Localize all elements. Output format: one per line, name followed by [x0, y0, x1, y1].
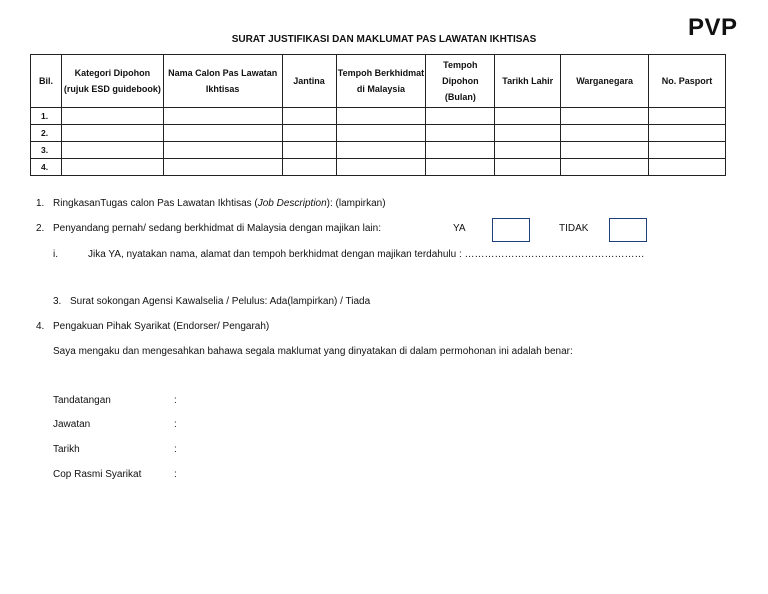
item-3-number: 3.	[53, 296, 62, 307]
row-number: 3.	[31, 142, 62, 159]
table-cell[interactable]	[649, 159, 726, 176]
table-cell[interactable]	[426, 159, 495, 176]
table-cell[interactable]	[336, 159, 426, 176]
table-cell[interactable]	[426, 125, 495, 142]
table-cell[interactable]	[649, 142, 726, 159]
item-2-number: 2.	[36, 223, 45, 234]
table-cell[interactable]	[163, 125, 282, 142]
item-4-text: Pengakuan Pihak Syarikat (Endorser/ Pengarah)	[53, 321, 270, 332]
item-2i-text: Jika YA, nyatakan nama, alamat dan tempoh berkhidmat dengan majikan terdahulu : ………………………………………………	[88, 249, 645, 260]
ya-label: YA	[453, 223, 466, 234]
table-row	[31, 142, 726, 159]
table-cell[interactable]	[495, 108, 561, 125]
table-cell[interactable]	[649, 108, 726, 125]
table-cell[interactable]	[561, 125, 649, 142]
col-header-kategori: Kategori Dipohon (rujuk ESD guidebook)	[61, 55, 163, 108]
row-number: 2.	[31, 125, 62, 142]
col-header-jantina: Jantina	[282, 55, 336, 108]
table-cell[interactable]	[282, 142, 336, 159]
field-colon: :	[174, 469, 177, 480]
table-cell[interactable]	[282, 159, 336, 176]
item-1-number: 1.	[36, 198, 45, 209]
row-number: 4.	[31, 159, 62, 176]
table-cell[interactable]	[495, 125, 561, 142]
field-label-tarikh: Tarikh	[53, 444, 80, 455]
ya-checkbox[interactable]	[492, 218, 530, 242]
table-row	[31, 108, 726, 125]
candidate-table	[30, 54, 726, 176]
item-1-prefix: RingkasanTugas calon Pas Lawatan Ikhtisas (	[53, 198, 258, 209]
item-2-text: Penyandang pernah/ sedang berkhidmat di Malaysia dengan majikan lain:	[53, 223, 381, 234]
item-2i-number: i.	[53, 249, 58, 260]
item-1-emphasis: Job Description	[257, 198, 327, 209]
declaration-text: Saya mengaku dan mengesahkan bahawa segala maklumat yang dinyatakan di dalam permohonan ini adalah benar:	[53, 346, 573, 357]
table-cell[interactable]	[61, 142, 163, 159]
field-label-jawatan: Jawatan	[53, 419, 91, 430]
table-cell[interactable]	[561, 159, 649, 176]
table-cell[interactable]	[426, 142, 495, 159]
col-header-tarikh-lahir: Tarikh Lahir	[495, 55, 561, 108]
field-colon: :	[174, 419, 177, 430]
table-cell[interactable]	[282, 108, 336, 125]
col-header-nama: Nama Calon Pas Lawatan Ikhtisas	[163, 55, 282, 108]
col-header-tempoh-dipohon: Tempoh Dipohon (Bulan)	[426, 55, 495, 108]
table-cell[interactable]	[282, 125, 336, 142]
table-header-row	[31, 55, 726, 108]
table-cell[interactable]	[561, 142, 649, 159]
field-colon: :	[174, 444, 177, 455]
col-header-tempoh-berkhidmat: Tempoh Berkhidmat di Malaysia	[336, 55, 426, 108]
table-row	[31, 125, 726, 142]
item-1-suffix: ): (lampirkan)	[326, 198, 386, 209]
col-header-bil: Bil.	[31, 55, 62, 108]
field-colon: :	[174, 395, 177, 406]
tidak-checkbox[interactable]	[609, 218, 647, 242]
table-cell[interactable]	[561, 108, 649, 125]
table-cell[interactable]	[336, 142, 426, 159]
table-cell[interactable]	[163, 159, 282, 176]
table-cell[interactable]	[336, 125, 426, 142]
table-cell[interactable]	[61, 125, 163, 142]
row-number: 1.	[31, 108, 62, 125]
item-1-text	[53, 198, 386, 209]
item-3-text: Surat sokongan Agensi Kawalselia / Pelulus: Ada(lampirkan) / Tiada	[70, 296, 371, 307]
pvp-logo: PVP	[688, 14, 738, 41]
form-title: SURAT JUSTIFIKASI DAN MAKLUMAT PAS LAWATAN IKHTISAS	[231, 34, 537, 45]
col-header-warganegara: Warganegara	[561, 55, 649, 108]
table-cell[interactable]	[495, 142, 561, 159]
table-cell[interactable]	[336, 108, 426, 125]
table-cell[interactable]	[163, 108, 282, 125]
field-label-cop-rasmi: Cop Rasmi Syarikat	[53, 469, 142, 480]
col-header-pasport: No. Pasport	[649, 55, 726, 108]
table-cell[interactable]	[61, 108, 163, 125]
table-cell[interactable]	[61, 159, 163, 176]
table-row	[31, 159, 726, 176]
tidak-label: TIDAK	[559, 223, 589, 234]
table-cell[interactable]	[426, 108, 495, 125]
table-cell[interactable]	[163, 142, 282, 159]
item-4-number: 4.	[36, 321, 45, 332]
table-cell[interactable]	[649, 125, 726, 142]
table-cell[interactable]	[495, 159, 561, 176]
field-label-tandatangan: Tandatangan	[53, 395, 111, 406]
